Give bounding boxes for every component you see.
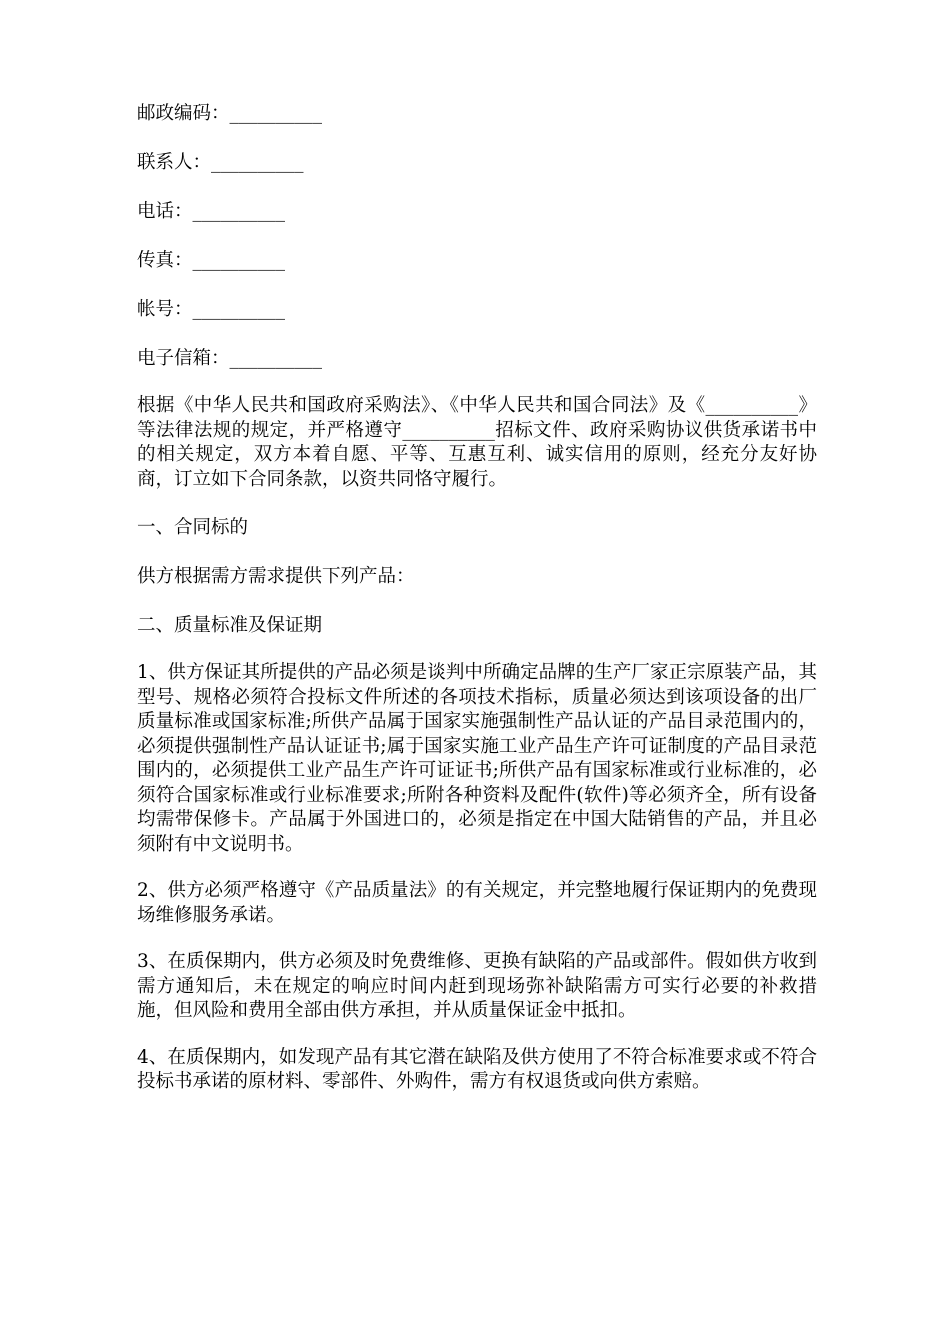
contact-person-label: 联系人：: [137, 152, 212, 173]
clause-1: 1、供方保证其所提供的产品必须是谈判中所确定品牌的生产厂家正宗原装产品，其型号、规格必须符合投标文件所述的各项技术指标，质量必须达到该项设备的出厂质量标准或国家标准;所供产品属于国家实施强制性产品认证的产品目录范围内的，必须提供强制性产品认证证书;属于国家实施工业产品生产许可证制度的产品目录范围内的，必须提供工业产品生产许可证证书;所供产品有国家标准或行业标准的，必须符合国家标准或行业标准要求;所附各种资料及配件(软件)等必须齐全，所有设备均需带保修卡。产品属于外国进口的，必须是指定在中国大陆销售的产品，并且必须附有中文说明书。: [137, 662, 817, 855]
email-field: [137, 345, 817, 372]
clause-4: 4、在质保期内，如发现产品有其它潜在缺陷及供方使用了不符合标准要求或不符合投标书承诺的原材料、零部件、外购件，需方有权退货或向供方索赔。: [137, 1046, 817, 1092]
contact-person-field: [137, 149, 817, 176]
postal-code-field: [137, 100, 817, 127]
intro-paragraph: 根据《中华人民共和国政府采购法》、《中华人民共和国合同法》及《__________》等法律法规的规定，并严格遵守__________招标文件、政府采购协议供货承诺书中的相关规定，双方本着自愿、平等、互惠互利、诚实信用的原则，经充分友好协商，订立如下合同条款，以资共同恪守履行。: [137, 395, 817, 490]
email-blank: __________: [229, 348, 323, 369]
section-1-text: 供方根据需方需求提供下列产品：: [137, 566, 415, 587]
postal-code-label: 邮政编码：: [137, 103, 230, 124]
account-blank: __________: [192, 299, 286, 320]
section-2-title: 二、质量标准及保证期: [137, 615, 323, 636]
phone-field: [137, 198, 817, 225]
postal-code-blank: __________: [229, 103, 323, 124]
account-field: [137, 296, 817, 323]
fax-blank: __________: [192, 250, 286, 271]
account-label: 帐号：: [137, 299, 193, 320]
phone-blank: __________: [192, 201, 286, 222]
contact-person-blank: __________: [211, 152, 304, 173]
clause-2: 2、供方必须严格遵守《产品质量法》的有关规定，并完整地履行保证期内的免费现场维修服务承诺。: [137, 880, 817, 926]
fax-label: 传真：: [137, 250, 193, 271]
phone-label: 电话：: [137, 201, 193, 222]
document-body: [137, 100, 817, 1117]
fax-field: [137, 247, 817, 274]
email-label: 电子信箱：: [137, 348, 230, 369]
clause-3: 3、在质保期内，供方必须及时免费维修、更换有缺陷的产品或部件。假如供方收到需方通知后，未在规定的响应时间内赶到现场弥补缺陷需方可实行必要的补救措施，但风险和费用全部由供方承担，并从质量保证金中抵扣。: [137, 951, 817, 1021]
section-1-title: 一、合同标的: [137, 517, 249, 538]
